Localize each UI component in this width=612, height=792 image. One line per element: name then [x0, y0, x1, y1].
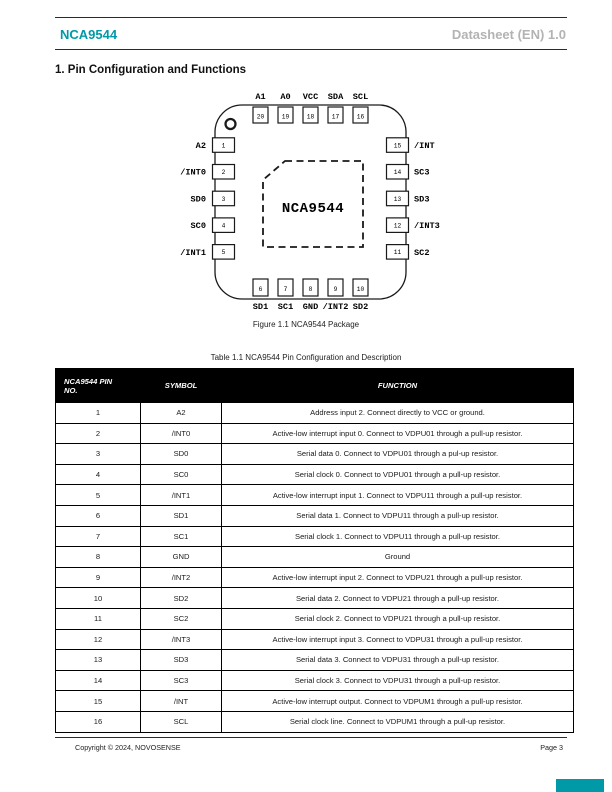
pin-label: SCL: [352, 92, 369, 102]
header-bottom-rule: [55, 49, 567, 50]
table-row: [56, 485, 574, 506]
pin-label: SC0: [190, 221, 206, 232]
pin-label: SC1: [277, 302, 294, 312]
pin-no-cell: 9: [56, 567, 141, 588]
function-cell: Active-low interrupt output. Connect to VDPUM1 through a pull-up resistor.: [222, 691, 574, 712]
function-cell: Serial data 3. Connect to VDPU31 through a pull-up resistor.: [222, 650, 574, 671]
figure-caption: Figure 1.1 NCA9544 Package: [252, 320, 360, 329]
pin-number: 16: [356, 113, 365, 121]
pin-label: SC2: [414, 247, 430, 258]
pin-number: 19: [281, 113, 290, 121]
function-cell: Serial clock line. Connect to VDPUM1 through a pull-up resistor.: [222, 711, 574, 732]
symbol-cell: SD3: [141, 650, 222, 671]
pin-label: SC3: [414, 167, 430, 178]
pin-label: SD2: [352, 302, 369, 312]
pin-no-cell: 1: [56, 403, 141, 424]
function-cell: Address input 2. Connect directly to VCC or ground.: [222, 403, 574, 424]
pin-number: 3: [221, 195, 226, 203]
pin-label: A2: [195, 141, 206, 151]
pin-number: 7: [283, 286, 288, 293]
footer-page-number: Page 3: [540, 743, 563, 752]
col-header-function: FUNCTION: [222, 369, 574, 403]
table-row: [56, 547, 574, 568]
table-row: [56, 444, 574, 465]
pin-number: 13: [393, 195, 402, 203]
pin-no-cell: 3: [56, 444, 141, 465]
table-row: [56, 608, 574, 629]
footer-copyright: Copyright © 2024, NOVOSENSE: [75, 743, 181, 752]
pin-no-cell: 8: [56, 547, 141, 568]
pin-label: /INT0: [180, 167, 206, 178]
pin-number: 20: [256, 113, 265, 121]
table-row: [56, 650, 574, 671]
pin-label: SD3: [414, 194, 430, 205]
pin-no-cell: 14: [56, 670, 141, 691]
table-row: [56, 711, 574, 732]
symbol-cell: SD1: [141, 505, 222, 526]
symbol-cell: SCL: [141, 711, 222, 732]
footer-accent-box: [556, 779, 604, 792]
pin-number: 1: [221, 142, 226, 150]
pin-number: 14: [393, 169, 402, 177]
table-row: [56, 423, 574, 444]
symbol-cell: GND: [141, 547, 222, 568]
symbol-cell: SC3: [141, 670, 222, 691]
pin-label: SD0: [190, 194, 206, 205]
pin-label: /INT: [414, 141, 435, 151]
pin-label: GND: [302, 302, 319, 312]
pin-no-cell: 7: [56, 526, 141, 547]
symbol-cell: SC0: [141, 464, 222, 485]
function-cell: Active-low interrupt input 1. Connect to VDPU11 through a pull-up resistor.: [222, 485, 574, 506]
symbol-cell: /INT1: [141, 485, 222, 506]
function-cell: Ground: [222, 547, 574, 568]
section-title: 1. Pin Configuration and Functions: [55, 64, 247, 76]
table-row: [56, 691, 574, 712]
pin-number: 8: [308, 286, 313, 293]
pin-label: VCC: [302, 92, 319, 102]
table-row: [56, 505, 574, 526]
symbol-cell: A2: [141, 403, 222, 424]
function-cell: Serial data 0. Connect to VDPU01 through a pul-up resistor.: [222, 444, 574, 465]
pin-number: 11: [393, 249, 402, 257]
pin-label: /INT2: [322, 302, 349, 312]
pin-no-cell: 2: [56, 423, 141, 444]
pin-no-cell: 4: [56, 464, 141, 485]
header-top-rule: [55, 17, 567, 18]
pin-number: 12: [393, 222, 402, 230]
pin-number: 4: [221, 222, 226, 230]
symbol-cell: SC1: [141, 526, 222, 547]
symbol-cell: /INT2: [141, 567, 222, 588]
pin-number: 9: [333, 286, 338, 293]
pin-number: 6: [258, 286, 263, 293]
col-header-pin-no: NCA9544 PIN NO.: [56, 369, 141, 403]
pin-number: 5: [221, 249, 226, 257]
table-row: [56, 670, 574, 691]
pin-package-diagram: [0, 85, 612, 320]
table-row: [56, 464, 574, 485]
doc-title: Datasheet (EN) 1.0: [451, 27, 566, 42]
function-cell: Serial clock 0. Connect to VDPU01 through a pull-up resistor.: [222, 464, 574, 485]
table-header-row: [56, 369, 574, 403]
table-row: [56, 526, 574, 547]
table-caption: Table 1.1 NCA9544 Pin Configuration and Description: [210, 353, 402, 362]
function-cell: Serial data 2. Connect to VDPU21 through a pull-up resistor.: [222, 588, 574, 609]
function-cell: Active-low interrupt input 2. Connect to VDPU21 through a pull-up resistor.: [222, 567, 574, 588]
footer-rule: [55, 737, 567, 738]
chip-label: NCA9544: [281, 201, 345, 217]
function-cell: Active-low interrupt input 0. Connect to VDPU01 through a pull-up resistor.: [222, 423, 574, 444]
function-cell: Serial clock 1. Connect to VDPU11 through a pull-up resistor.: [222, 526, 574, 547]
function-cell: Serial data 1. Connect to VDPU11 through a pull-up resistor.: [222, 505, 574, 526]
pin-configuration-table: [55, 368, 574, 733]
pin-no-cell: 5: [56, 485, 141, 506]
pin-number: 17: [331, 113, 340, 121]
pin-label: SDA: [327, 92, 344, 102]
pin-number: 18: [306, 113, 315, 121]
table-row: [56, 629, 574, 650]
function-cell: Serial clock 3. Connect to VDPU31 through a pull-up resistor.: [222, 670, 574, 691]
pin-label: SD1: [252, 302, 269, 312]
symbol-cell: SD0: [141, 444, 222, 465]
pin-number: 10: [356, 286, 365, 293]
pin-label: /INT3: [414, 221, 440, 232]
pin-label: /INT1: [180, 247, 206, 258]
function-cell: Active-low interrupt input 3. Connect to VDPU31 through a pull-up resistor.: [222, 629, 574, 650]
pin-no-cell: 10: [56, 588, 141, 609]
pin-no-cell: 11: [56, 608, 141, 629]
pin-no-cell: 15: [56, 691, 141, 712]
table-row: [56, 403, 574, 424]
pin1-indicator-icon: [226, 119, 236, 129]
pin-label: A0: [280, 92, 291, 102]
table-row: [56, 588, 574, 609]
pin-no-cell: 6: [56, 505, 141, 526]
pin-label: A1: [255, 92, 266, 102]
table-row: [56, 567, 574, 588]
pin-number: 15: [393, 142, 402, 150]
col-header-symbol: SYMBOL: [141, 369, 222, 403]
pin-no-cell: 13: [56, 650, 141, 671]
product-name: NCA9544: [60, 27, 118, 42]
pin-no-cell: 12: [56, 629, 141, 650]
function-cell: Serial clock 2. Connect to VDPU21 through a pull-up resistor.: [222, 608, 574, 629]
symbol-cell: /INT0: [141, 423, 222, 444]
pin-no-cell: 16: [56, 711, 141, 732]
symbol-cell: /INT3: [141, 629, 222, 650]
symbol-cell: SD2: [141, 588, 222, 609]
pin-number: 2: [221, 169, 226, 177]
symbol-cell: SC2: [141, 608, 222, 629]
symbol-cell: /INT: [141, 691, 222, 712]
